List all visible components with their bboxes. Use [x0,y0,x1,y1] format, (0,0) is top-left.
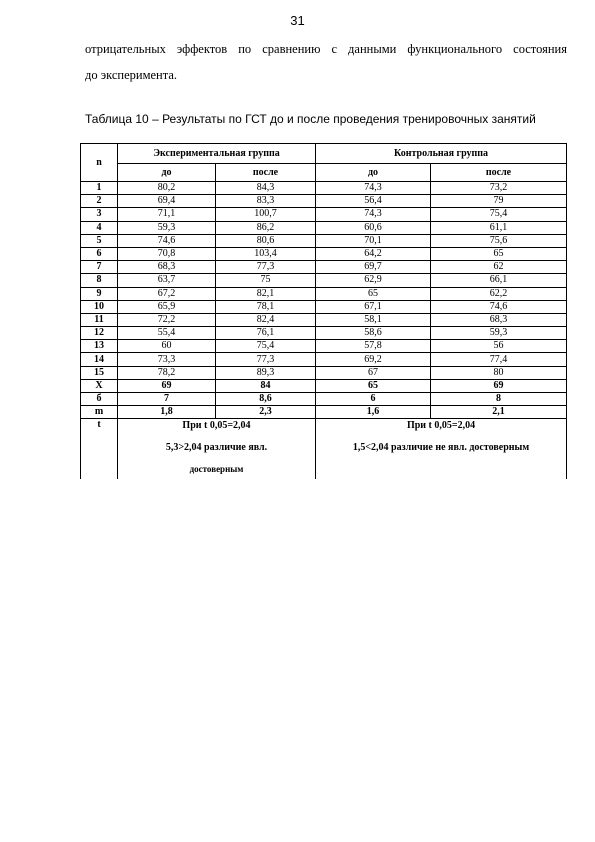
cell-ctrl-before: 1,6 [316,406,431,419]
intro-line-1: отрицательных эффектов по сравнению с данными функционального состояния [85,42,567,56]
cell-exp-before: 59,3 [118,221,216,234]
row-number: 15 [81,366,118,379]
row-number: 8 [81,274,118,287]
t-exp-line-3: достоверным [189,464,244,475]
t-ctrl-line-1: При t 0,05=2,04 [406,420,476,432]
cell-exp-after: 77,3 [216,353,316,366]
cell-ctrl-after: 79 [431,195,567,208]
header-ctrl-after: после [431,164,567,182]
row-number: 4 [81,221,118,234]
row-number: 5 [81,234,118,247]
cell-exp-before: 68,3 [118,261,216,274]
cell-ctrl-after: 74,6 [431,300,567,313]
stat-row [81,393,567,406]
table-row [81,221,567,234]
page-number: 31 [290,13,305,28]
stat-label: m [81,406,118,419]
cell-ctrl-before: 6 [316,393,431,406]
cell-ctrl-after: 75,4 [431,208,567,221]
row-number: 11 [81,313,118,326]
cell-ctrl-before: 67,1 [316,300,431,313]
table-row [81,182,567,195]
cell-exp-after: 77,3 [216,261,316,274]
table-row [81,353,567,366]
cell-exp-after: 82,4 [216,313,316,326]
row-number: 13 [81,340,118,353]
cell-exp-after: 75,4 [216,340,316,353]
cell-ctrl-before: 74,3 [316,208,431,221]
cell-ctrl-before: 58,6 [316,327,431,340]
cell-exp-before: 55,4 [118,327,216,340]
table-row [81,195,567,208]
cell-ctrl-before: 69,2 [316,353,431,366]
t-exp-line-2: 5,3>2,04 различие явл. [165,442,268,454]
table-row [81,234,567,247]
cell-exp-before: 67,2 [118,287,216,300]
cell-ctrl-after: 75,6 [431,234,567,247]
cell-exp-after: 100,7 [216,208,316,221]
cell-exp-after: 78,1 [216,300,316,313]
cell-exp-after: 2,3 [216,406,316,419]
row-number: 9 [81,287,118,300]
stat-label: X [81,379,118,392]
cell-ctrl-after: 59,3 [431,327,567,340]
cell-exp-before: 69,4 [118,195,216,208]
row-number: 3 [81,208,118,221]
cell-ctrl-after: 73,2 [431,182,567,195]
t-experimental-note [118,419,316,480]
cell-exp-before: 70,8 [118,247,216,260]
table-row [81,327,567,340]
header-n: n [81,144,118,182]
cell-ctrl-after: 66,1 [431,274,567,287]
cell-ctrl-after: 80 [431,366,567,379]
cell-exp-before: 80,2 [118,182,216,195]
cell-ctrl-before: 65 [316,379,431,392]
header-ctrl-before: до [316,164,431,182]
cell-exp-before: 74,6 [118,234,216,247]
table-row [81,287,567,300]
stat-row [81,379,567,392]
cell-ctrl-after: 65 [431,247,567,260]
cell-exp-after: 80,6 [216,234,316,247]
header-exp-before: до [118,164,216,182]
results-table [80,143,567,479]
cell-ctrl-before: 69,7 [316,261,431,274]
intro-paragraph [85,36,567,88]
table-row [81,366,567,379]
table-row [81,340,567,353]
t-label: t [81,419,118,480]
row-number: 2 [81,195,118,208]
t-control-note [316,419,567,480]
cell-ctrl-before: 64,2 [316,247,431,260]
cell-exp-before: 69 [118,379,216,392]
cell-exp-before: 73,3 [118,353,216,366]
stat-label: б [81,393,118,406]
table-row [81,274,567,287]
cell-exp-before: 71,1 [118,208,216,221]
cell-ctrl-after: 61,1 [431,221,567,234]
table-row [81,261,567,274]
cell-ctrl-after: 56 [431,340,567,353]
cell-exp-before: 78,2 [118,366,216,379]
cell-exp-before: 60 [118,340,216,353]
cell-exp-before: 63,7 [118,274,216,287]
cell-ctrl-before: 60,6 [316,221,431,234]
cell-ctrl-before: 70,1 [316,234,431,247]
stat-row [81,406,567,419]
cell-exp-after: 76,1 [216,327,316,340]
cell-exp-after: 89,3 [216,366,316,379]
cell-ctrl-after: 69 [431,379,567,392]
cell-ctrl-after: 62,2 [431,287,567,300]
cell-exp-before: 7 [118,393,216,406]
row-number: 6 [81,247,118,260]
cell-ctrl-before: 67 [316,366,431,379]
cell-exp-after: 103,4 [216,247,316,260]
t-ctrl-line-2: 1,5<2,04 различие не явл. достоверным [352,442,530,454]
t-test-row [81,419,567,480]
cell-exp-after: 83,3 [216,195,316,208]
cell-exp-after: 8,6 [216,393,316,406]
cell-ctrl-after: 8 [431,393,567,406]
header-control-group: Контрольная группа [316,144,567,164]
cell-exp-after: 84 [216,379,316,392]
cell-exp-before: 1,8 [118,406,216,419]
row-number: 12 [81,327,118,340]
cell-ctrl-before: 57,8 [316,340,431,353]
row-number: 7 [81,261,118,274]
cell-ctrl-after: 68,3 [431,313,567,326]
cell-exp-after: 82,1 [216,287,316,300]
header-experimental-group: Экспериментальная группа [118,144,316,164]
t-exp-line-1: При t 0,05=2,04 [182,420,251,432]
cell-exp-after: 86,2 [216,221,316,234]
cell-ctrl-after: 62 [431,261,567,274]
table-caption: Таблица 10 – Результаты по ГСТ до и после проведения тренировочных занятий [85,112,536,126]
table-row [81,300,567,313]
table-row [81,208,567,221]
intro-line-2: до эксперимента. [85,68,178,82]
header-exp-after: после [216,164,316,182]
row-number: 1 [81,182,118,195]
row-number: 10 [81,300,118,313]
cell-exp-after: 84,3 [216,182,316,195]
table-row [81,313,567,326]
cell-ctrl-after: 77,4 [431,353,567,366]
cell-ctrl-before: 65 [316,287,431,300]
cell-exp-after: 75 [216,274,316,287]
cell-ctrl-before: 56,4 [316,195,431,208]
cell-exp-before: 72,2 [118,313,216,326]
table-row [81,247,567,260]
row-number: 14 [81,353,118,366]
cell-ctrl-before: 58,1 [316,313,431,326]
table-body [81,182,567,480]
cell-ctrl-before: 74,3 [316,182,431,195]
cell-ctrl-before: 62,9 [316,274,431,287]
cell-ctrl-after: 2,1 [431,406,567,419]
cell-exp-before: 65,9 [118,300,216,313]
